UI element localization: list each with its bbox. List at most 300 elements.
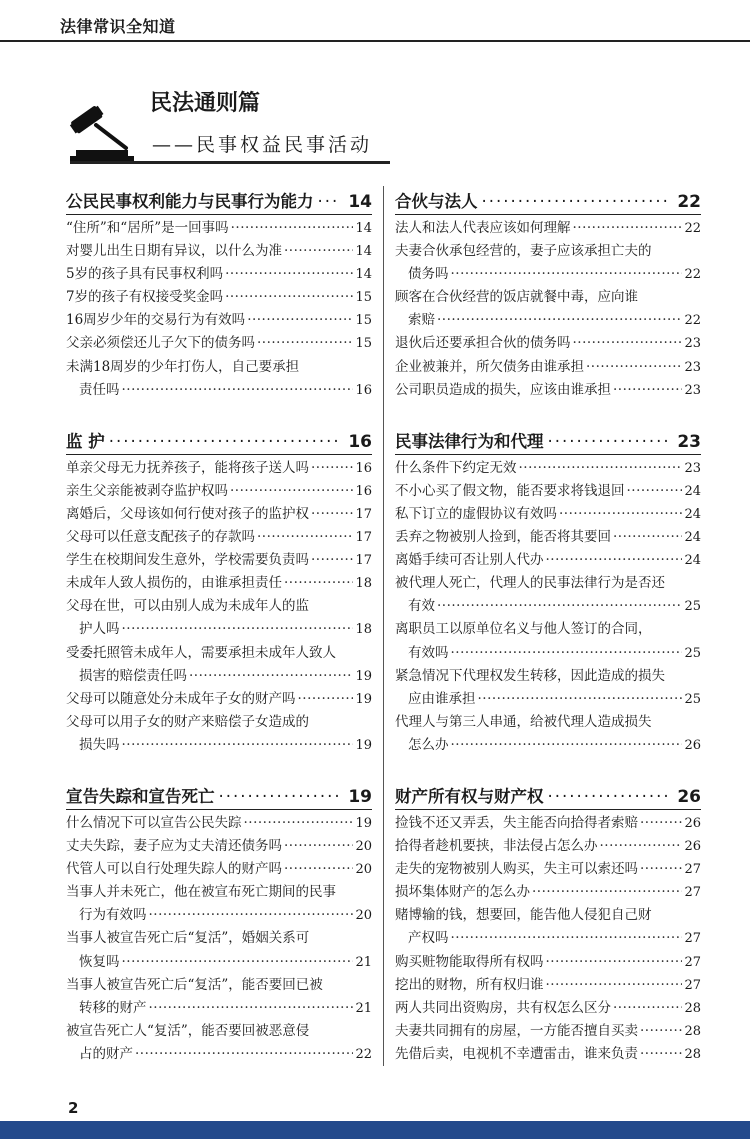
toc-entry[interactable] [66,263,372,286]
dot-leader [482,192,670,211]
toc-entry-text: “住所”和“居所”是一回事吗 [66,220,229,236]
dot-leader [586,356,682,379]
toc-entry-page: 20 [355,862,372,878]
dot-leader [532,881,682,904]
toc-entry[interactable] [395,503,701,526]
dot-leader [149,904,354,927]
toc-section-title: 公民民事权利能力与民事行为能力 [66,192,314,211]
dot-leader [627,480,683,503]
toc-entry[interactable] [66,332,372,355]
toc-entry-row [66,379,372,402]
toc-entry-page: 22 [684,267,701,283]
dot-leader [149,997,354,1020]
toc-entry-text: 丈夫失踪，妻子应为丈夫清还债务吗 [66,838,282,855]
toc-entry[interactable] [66,549,372,572]
toc-section-heading[interactable] [66,188,372,215]
toc-entry[interactable] [395,618,701,664]
toc-entry[interactable] [66,526,372,549]
toc-entry-text: 购买赃物能取得所有权吗 [395,953,544,970]
toc-entry-row [395,480,701,503]
toc-section-page: 19 [348,786,372,807]
toc-entry-row [66,503,372,526]
toc-entry-page: 27 [684,954,701,970]
toc-entry-row [395,1020,701,1043]
toc-entry-text-continued: 占的财产 [79,1045,133,1062]
dot-leader [478,688,683,711]
toc-entry-page: 24 [684,483,701,499]
toc-entry-page: 23 [684,382,701,398]
dot-leader [640,858,682,881]
toc-entry-text-continued: 损害的赔偿责任吗 [79,667,187,684]
toc-entry[interactable] [66,503,372,526]
toc-entry[interactable] [395,951,701,974]
toc-entry-page: 23 [684,359,701,375]
dot-leader [613,997,682,1020]
dot-leader [244,812,354,835]
toc-entry-page: 27 [684,862,701,878]
toc-entry-page: 25 [684,599,701,615]
dot-leader [546,549,683,572]
toc-entry-row [66,480,372,503]
toc-entry-page: 18 [355,622,372,638]
toc-entry-row [395,503,701,526]
toc-entry-page: 20 [355,908,372,924]
dot-leader [219,787,341,806]
dot-leader [311,549,353,572]
toc-entry-text-continued: 损失吗 [79,736,120,753]
dot-leader [225,286,353,309]
toc-section-page: 22 [677,192,701,212]
toc-entry-row [66,951,372,974]
dot-leader [318,192,341,211]
toc-entry[interactable] [66,240,372,263]
toc-entry[interactable] [66,835,372,858]
toc-right-column [395,188,701,1092]
toc-entry-row [66,240,372,263]
toc-entry-row [395,997,701,1020]
toc-entry-text: 16周岁少年的交易行为有效吗 [66,312,246,329]
dot-leader [548,432,670,451]
toc-entry-row [395,526,701,549]
toc-entry-text: 公司职员造成的损失，应该由谁承担 [395,381,611,398]
dot-leader [122,734,354,757]
toc-entry[interactable] [66,572,372,595]
toc-entry-row [395,549,701,572]
toc-entry-text: 父母可以任意支配孩子的存款吗 [66,529,255,546]
toc-entry-row [66,997,372,1020]
toc-entry-text: 赌博输的钱，想要回，能告他人侵犯自己财 [395,907,652,924]
toc-entry[interactable] [395,665,701,711]
toc-entry-page: 18 [355,576,372,592]
dot-leader [284,572,353,595]
footer-bar [0,1121,750,1139]
toc-entry-page: 15 [355,313,372,329]
toc-section-title: 民事法律行为和代理 [395,431,544,451]
dot-leader [225,263,353,286]
toc-entry-text: 学生在校期间发生意外，学校需要负责吗 [66,552,309,569]
toc-entry[interactable] [66,812,372,835]
toc-section-heading[interactable] [395,188,701,215]
dot-leader [451,642,683,665]
toc-entry-row [66,812,372,835]
toc-entry-page: 19 [355,815,372,831]
toc-section-heading[interactable] [66,783,372,810]
toc-section-heading[interactable] [395,783,701,810]
toc-entry-page: 21 [355,954,372,970]
toc-entry-row [395,812,701,835]
dot-leader [640,1020,682,1043]
toc-section-title: 财产所有权与财产权 [395,786,544,806]
toc-entry-text: 走失的宠物被别人购买，失主可以索还吗 [395,861,638,878]
toc-entry-page: 22 [684,221,701,236]
toc-entry[interactable] [395,974,701,997]
toc-entry-row [66,904,372,927]
section-subtitle: ——民事权益民事活动 [152,134,373,156]
toc-entry[interactable] [395,997,701,1020]
toc-entry[interactable] [395,858,701,881]
toc-section-page: 16 [348,431,372,452]
dot-leader [284,835,353,858]
running-head: 法律常识全知道 [60,17,176,36]
toc-entry[interactable] [395,332,701,355]
dot-leader [573,217,683,240]
toc-entry-page: 24 [684,553,701,569]
toc-entry-text: 什么情况下可以宣告公民失踪 [66,814,242,831]
toc-entry[interactable] [395,711,701,757]
toc-entry-page: 25 [684,645,701,661]
toc-entry-text: 父母可以用子女的财产来赔偿子女造成的 [66,713,309,730]
toc-entry-row [395,332,701,355]
toc-section-heading[interactable] [395,428,701,455]
toc-entry-page: 22 [684,313,701,329]
toc-entry-row [395,974,701,997]
dot-leader [230,480,353,503]
dot-leader [311,503,353,526]
toc-entry[interactable] [66,711,372,757]
toc-entry-row [66,665,372,688]
dot-leader [519,457,683,480]
toc-entry-page: 27 [684,885,701,901]
toc-entry-text: 当事人并未死亡，他在被宣布死亡期间的民事 [66,884,336,901]
toc-entry[interactable] [66,881,372,927]
toc-entry-page: 23 [684,460,701,476]
toc-entry-page: 14 [355,244,372,260]
toc-entry-page: 25 [684,691,701,707]
toc-entry-text: 丢弃之物被别人捡到，能否将其要回 [395,529,611,546]
dot-leader [451,927,683,950]
toc-entry[interactable] [395,904,701,950]
toc-entry-text: 父母在世，可以由别人成为未成年人的监 [66,598,309,615]
dot-leader [247,309,353,332]
toc-entry[interactable] [395,881,701,904]
toc-entry-row [395,379,701,402]
toc-entry-row [66,309,372,332]
toc-entry-row [66,618,372,641]
toc-entry-text: 对婴儿出生日期有异议，以什么为准 [66,243,282,260]
toc-entry-row [395,595,701,618]
dot-leader [640,1043,682,1066]
toc-entry-text: 紧急情况下代理权发生转移，因此造成的损失 [395,667,665,684]
dot-leader [122,951,354,974]
toc-entry[interactable] [66,217,372,240]
toc-entry-page: 20 [355,839,372,855]
toc-entry[interactable] [395,457,701,480]
toc-entry-row [395,217,701,240]
dot-leader [640,812,682,835]
toc-entry-text: 捡钱不还又弄丢，失主能否向拾得者索赔 [395,814,638,831]
toc-entry-text: 顾客在合伙经营的饭店就餐中毒，应向谁 [395,289,638,306]
toc-entry[interactable] [395,379,701,402]
toc-entry-row [395,457,701,480]
toc-entry-row [395,309,701,332]
toc-entry-text: 代管人可以自行处理失踪人的财产吗 [66,861,282,878]
toc-section-title: 宣告失踪和宣告死亡 [66,786,215,806]
toc-entry-row [66,526,372,549]
toc-entry-row [66,734,372,757]
toc-entry-page: 26 [684,815,701,831]
toc-entry-page: 24 [684,506,701,522]
toc-entry[interactable] [66,480,372,503]
toc-entry-page: 28 [684,1023,701,1039]
toc-entry-text: 离婚后，父母该如何行使对孩子的监护权 [66,505,309,522]
toc-entry-text: 夫妻共同拥有的房屋，一方能否擅自买卖 [395,1022,638,1039]
toc-section-title: 合伙与法人 [395,192,478,211]
toc-entry-text-continued: 责任吗 [79,381,120,398]
toc-entry-row [395,858,701,881]
toc-entry-row [395,1043,701,1066]
toc-entry[interactable] [395,549,701,572]
dot-leader [284,240,353,263]
dot-leader [451,263,683,286]
toc-section-page: 26 [677,786,701,807]
toc-entry-text-continued: 转移的财产 [79,999,147,1016]
toc-entry-page: 17 [355,553,372,569]
dot-leader [122,379,354,402]
toc-entry-text: 未成年人致人损伤的，由谁承担责任 [66,575,282,592]
toc-entry[interactable] [395,240,701,286]
toc-section-page: 14 [348,192,372,212]
toc-section-page: 23 [677,431,701,452]
toc-entry-text: 代理人与第三人串通，给被代理人造成损失 [395,713,652,730]
toc-entry-text: 企业被兼并，所欠债务由谁承担 [395,358,584,375]
toc-entry-text-continued: 产权吗 [408,930,449,947]
toc-entry-row [395,927,701,950]
dot-leader [257,332,353,355]
toc-entry-text: 父亲必须偿还儿子欠下的债务吗 [66,335,255,352]
toc-section [395,783,701,1066]
toc-entry-text: 不小心买了假文物，能否要求将钱退回 [395,482,625,499]
dot-leader [573,332,683,355]
dot-leader [231,217,354,240]
dot-leader [109,432,341,451]
toc-entry[interactable] [66,595,372,641]
page-number: 2 [68,1099,79,1117]
toc-entry-page: 16 [355,382,372,398]
toc-entry-text-continued: 有效吗 [408,644,449,661]
toc-entry-text: 离职员工以原单位名义与他人签订的合同， [395,621,652,638]
dot-leader [298,688,354,711]
toc-entry[interactable] [395,1020,701,1043]
toc-entry[interactable] [395,835,701,858]
dot-leader [600,835,683,858]
toc-entry-page: 28 [684,1000,701,1016]
toc-entry[interactable] [66,356,372,402]
toc-entry-row [395,356,701,379]
toc-entry-text: 退伙后还要承担合伙的债务吗 [395,335,571,352]
toc-entry[interactable] [395,572,701,618]
toc-section [66,783,372,1066]
toc-entry-text-continued: 有效 [408,598,435,615]
toc-entry-page: 26 [684,737,701,753]
toc-section [66,428,372,757]
toc-entry[interactable] [395,1043,701,1066]
toc-entry-page: 15 [355,336,372,352]
toc-entry[interactable] [66,974,372,1020]
dot-leader [257,526,353,549]
toc-entry-text-continued: 怎么办 [408,736,449,753]
toc-entry[interactable] [66,858,372,881]
toc-entry-text: 挖出的财物，所有权归谁 [395,976,544,993]
toc-entry-text: 被代理人死亡，代理人的民事法律行为是否还 [395,575,665,592]
toc-entry[interactable] [66,1020,372,1066]
toc-entry-text: 被宣告死亡人“复活”，能否要回被恶意侵 [66,1022,310,1039]
dot-leader [189,665,353,688]
toc-entry-text: 两人共同出资购房，共有权怎么区分 [395,999,611,1016]
toc-entry-text-continued: 债务吗 [408,266,449,283]
toc-entry-text: 5岁的孩子具有民事权利吗 [66,266,224,283]
toc-entry-page: 19 [355,691,372,707]
toc-entry-text: 法人和法人代表应该如何理解 [395,220,571,236]
toc-entry[interactable] [66,457,372,480]
toc-entry[interactable] [395,217,701,240]
section-title: 民法通则篇 [150,91,261,116]
toc-entry-row [395,881,701,904]
toc-entry[interactable] [66,642,372,688]
toc-entry[interactable] [66,309,372,332]
toc-entry-page: 14 [355,267,372,283]
toc-section [66,188,372,402]
toc-entry-page: 17 [355,530,372,546]
column-divider [383,186,384,1066]
toc-section [395,188,701,402]
title-rule [70,161,390,164]
toc-entry-row [66,858,372,881]
toc-entry-row [395,642,701,665]
toc-left-column [66,188,372,1092]
toc-entry-text-continued: 行为有效吗 [79,907,147,924]
toc-entry-text: 父母可以随意处分未成年子女的财产吗 [66,690,296,707]
toc-entry-text: 拾得者趁机要挟，非法侵占怎么办 [395,838,598,855]
dot-leader [135,1043,353,1066]
toc-entry-row [395,835,701,858]
toc-entry-page: 16 [355,483,372,499]
toc-entry-row [395,951,701,974]
toc-entry-text: 夫妻合伙承包经营的，妻子应该承担亡夫的 [395,243,652,260]
toc-entry-text-continued: 护人吗 [79,621,120,638]
toc-entry-page: 16 [355,460,372,476]
toc-section-title: 监 护 [66,431,105,451]
toc-entry-row [66,332,372,355]
toc-entry-page: 23 [684,336,701,352]
toc-entry-row [66,549,372,572]
dot-leader [437,309,682,332]
toc-entry[interactable] [395,480,701,503]
toc-entry-row [66,457,372,480]
toc-entry-text: 当事人被宣告死亡后“复活”，婚姻关系可 [66,930,310,947]
toc-entry-text: 当事人被宣告死亡后“复活”，能否要回已被 [66,976,323,993]
toc-entry-row [66,286,372,309]
toc-entry[interactable] [66,286,372,309]
toc-entry-page: 22 [355,1046,372,1062]
toc-entry-text: 亲生父亲能被剥夺监护权吗 [66,482,228,499]
toc-entry-text: 什么条件下约定无效 [395,459,517,476]
dot-leader [546,951,683,974]
toc-entry-row [66,263,372,286]
toc-entry[interactable] [395,526,701,549]
toc-entry-row [66,217,372,240]
dot-leader [451,734,683,757]
toc-entry-row [395,263,701,286]
toc-entry-text: 私下订立的虚假协议有效吗 [395,505,557,522]
dot-leader [613,526,682,549]
toc-entry-text-continued: 索赔 [408,312,435,329]
toc-entry-row [395,688,701,711]
toc-entry-text: 7岁的孩子有权接受奖金吗 [66,289,224,306]
toc-section [395,428,701,757]
header-rule [0,40,750,42]
toc-entry-page: 21 [355,1000,372,1016]
toc-entry[interactable] [66,927,372,973]
toc-entry-text-continued: 恢复吗 [79,953,120,970]
toc-entry-page: 17 [355,506,372,522]
toc-entry-page: 27 [684,931,701,947]
gavel-icon [62,100,142,162]
toc-entry-page: 14 [355,221,372,236]
toc-entry[interactable] [395,286,701,332]
dot-leader [122,618,354,641]
dot-leader [284,858,353,881]
dot-leader [559,503,682,526]
toc-entry-page: 19 [355,668,372,684]
toc-entry-page: 26 [684,839,701,855]
toc-entry-page: 19 [355,737,372,753]
dot-leader [613,379,682,402]
toc-entry-text: 受委托照管未成年人，需要承担未成年人致人 [66,644,336,661]
toc-entry-text: 先借后卖，电视机不幸遭雷击，谁来负责 [395,1045,638,1062]
toc-entry-row [66,1043,372,1066]
dot-leader [311,457,353,480]
toc-entry-row [395,734,701,757]
dot-leader [546,974,683,997]
toc-entry-page: 28 [684,1046,701,1062]
toc-entry-row [66,572,372,595]
dot-leader [437,595,682,618]
toc-entry-text-continued: 应由谁承担 [408,690,476,707]
toc-entry-page: 27 [684,977,701,993]
toc-entry-row [66,688,372,711]
toc-entry-page: 24 [684,530,701,546]
toc-entry[interactable] [395,356,701,379]
dot-leader [548,787,670,806]
toc-entry[interactable] [66,688,372,711]
toc-entry-text: 离婚手续可否让别人代办 [395,552,544,569]
toc-section-heading[interactable] [66,428,372,455]
toc-entry-text: 未满18周岁的少年打伤人，自己要承担 [66,358,300,375]
toc-entry[interactable] [395,812,701,835]
toc-entry-page: 15 [355,290,372,306]
toc-entry-text: 损坏集体财产的怎么办 [395,884,530,901]
toc-entry-row [66,835,372,858]
